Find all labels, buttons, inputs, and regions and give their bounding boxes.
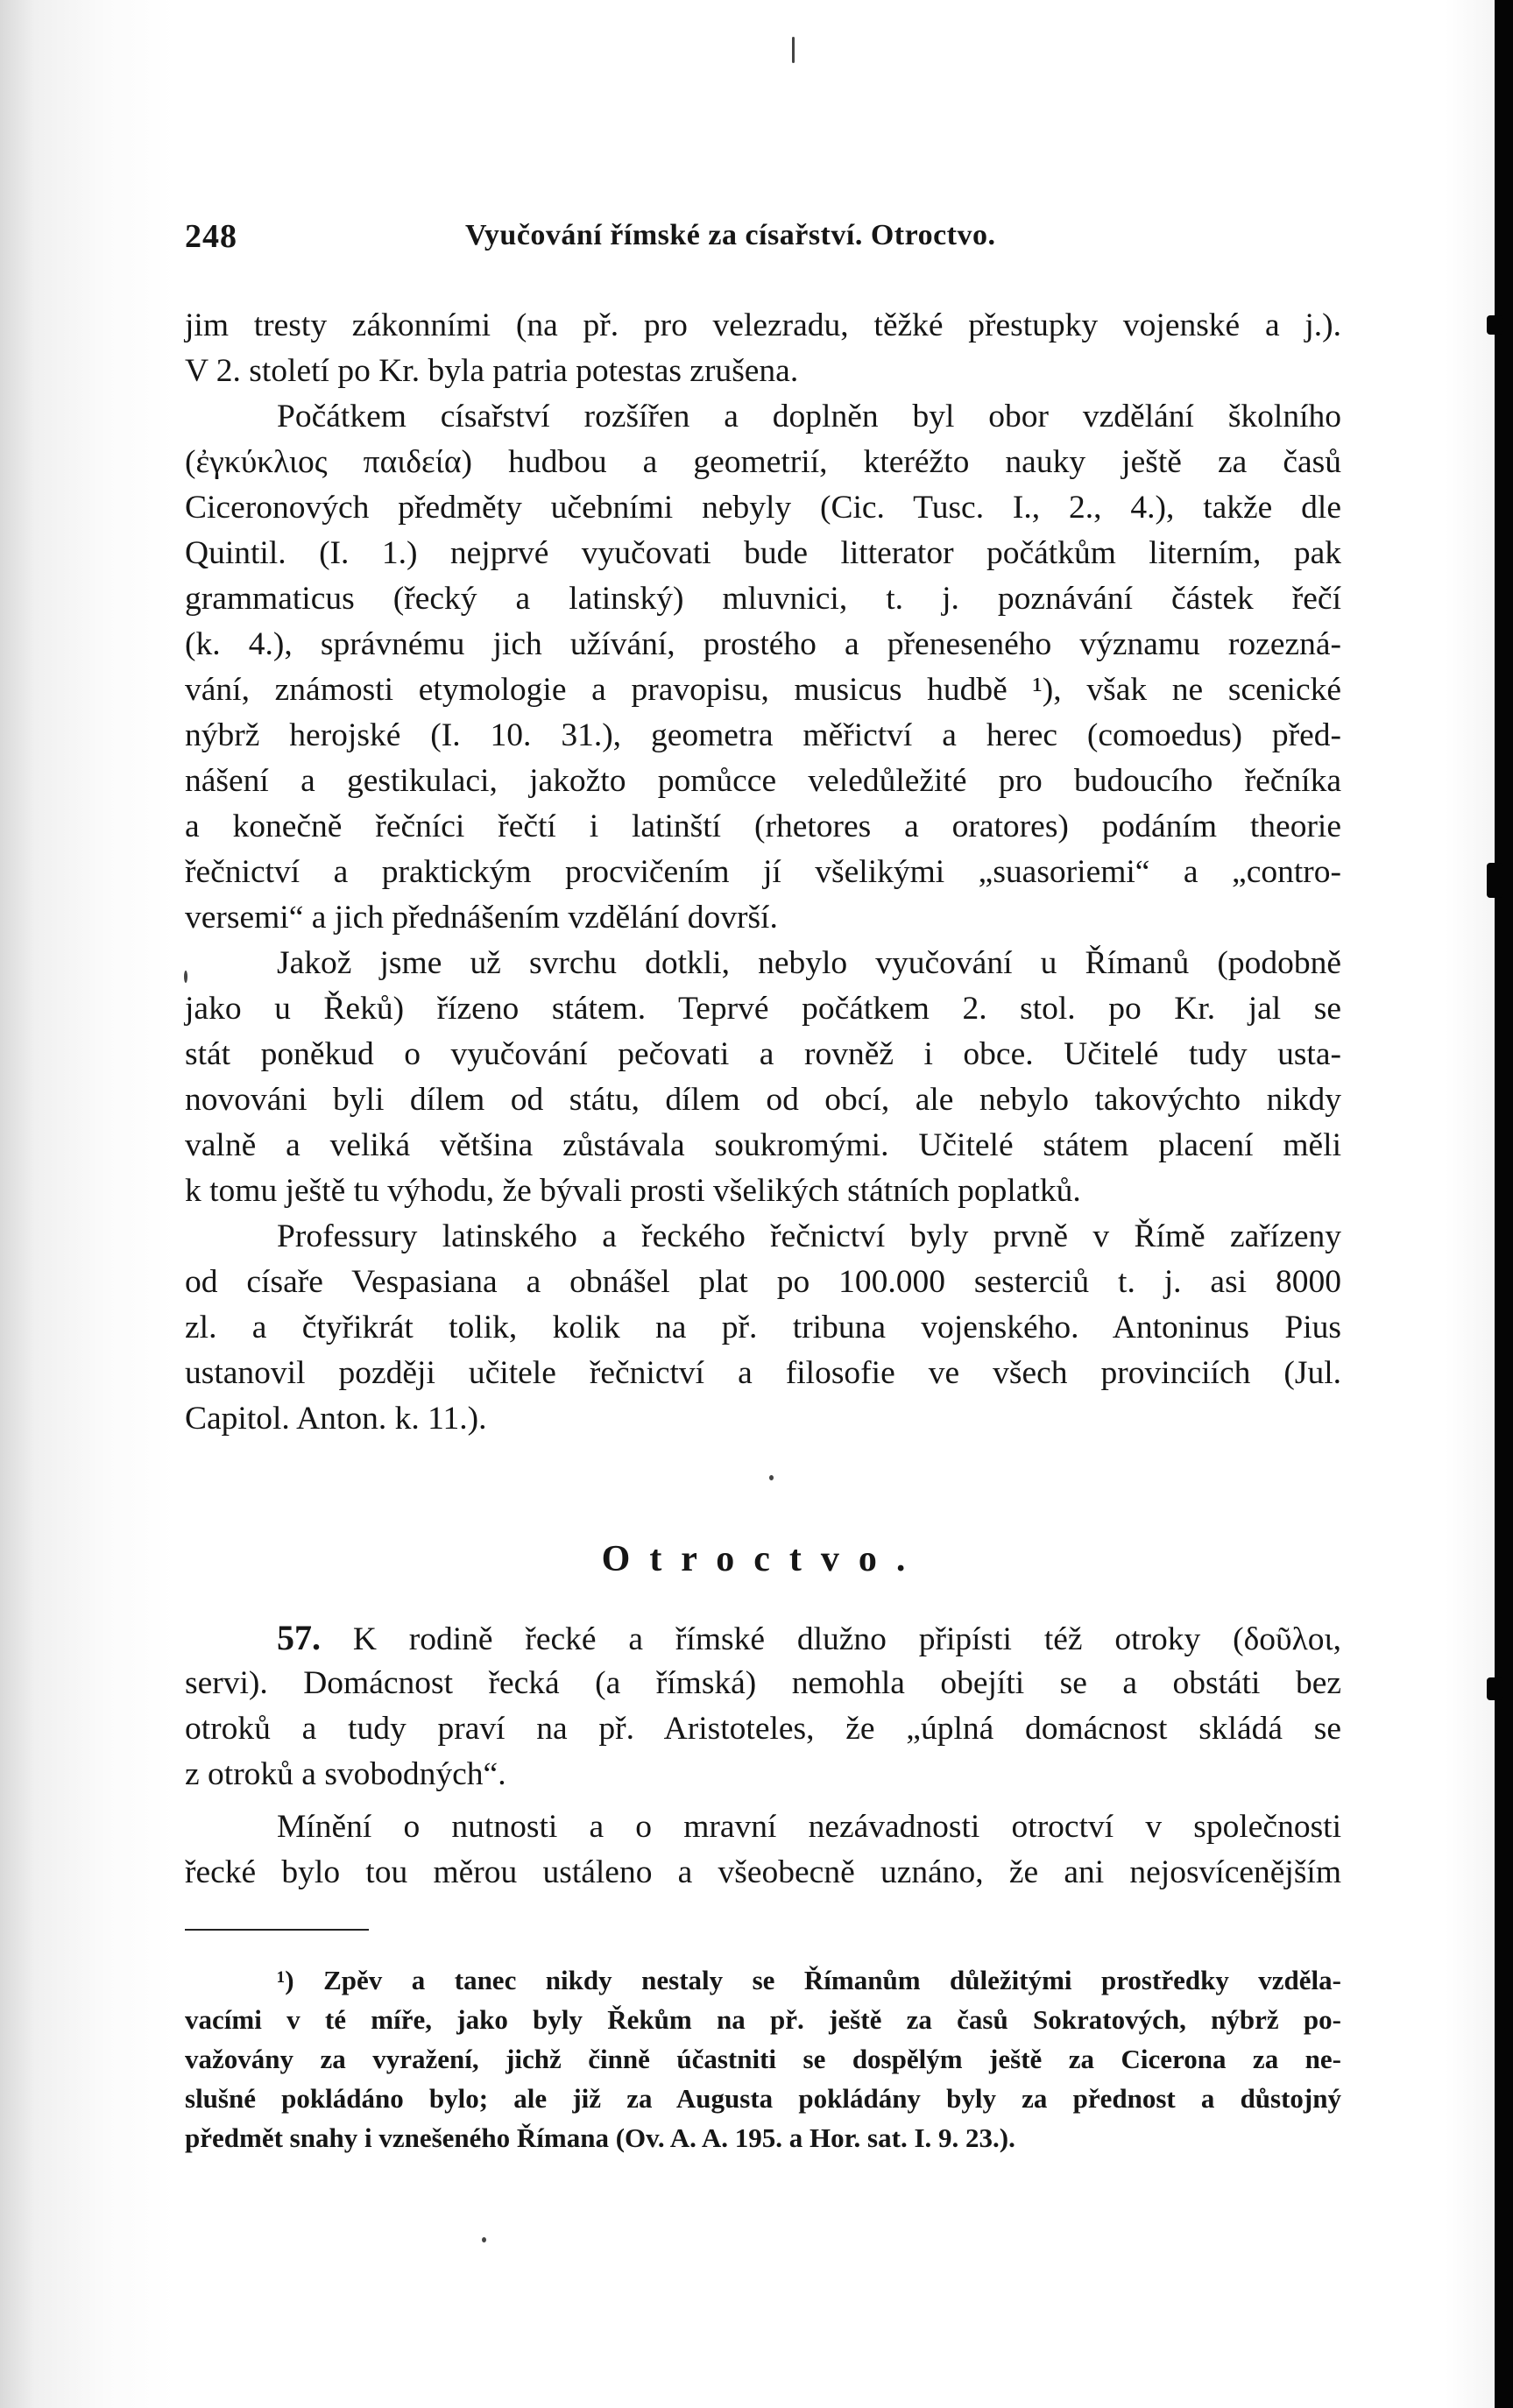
- scan-speck: [769, 1475, 774, 1480]
- footnote-line: važovány za vyražení, jichž činně účastniti se dospělým ještě za Cicerona za ne-: [185, 2044, 1341, 2074]
- page-number: 248: [185, 218, 237, 255]
- text-line: valně a veliká většina zůstávala soukromými. Učitelé státem placení měli: [185, 1127, 1341, 1163]
- text-line: servi). Domácnost řecká (a římská) nemohla obejíti se a obstáti bez: [185, 1665, 1341, 1701]
- text-line: nýbrž herojské (I. 10. 31.), geometra měřictví a herec (comoedus) před-: [185, 717, 1341, 753]
- text-line: versemi“ a jich přednášením vzdělání dovrší.: [185, 900, 778, 936]
- text-line: Mínění o nutnosti a o mravní nezávadnosti otroctví v společnosti: [277, 1809, 1341, 1845]
- edge-mark: [1487, 1677, 1502, 1700]
- text-line: vání, známosti etymologie a pravopisu, musicus hudbě ¹), však ne scenické: [185, 672, 1341, 708]
- text-line: nášení a gestikulaci, jakožto pomůcce veledůležité pro budoucího řečníka: [185, 763, 1341, 799]
- text-line: Professury latinského a řeckého řečnictví byly prvně v Římě zařízeny: [277, 1218, 1341, 1254]
- text-line: Počátkem císařství rozšířen a doplněn byl obor vzdělání školního: [277, 399, 1341, 434]
- section-number: 57.: [277, 1618, 321, 1657]
- text-line: řečnictví a praktickým procvičením jí všelikými „suasoriemi“ a „contro-: [185, 854, 1341, 890]
- section-heading: Otroctvo.: [601, 1539, 925, 1579]
- running-title: Vyučování římské za císařství. Otroctvo.: [465, 219, 996, 251]
- text-line: ustanovil později učitele řečnictví a filosofie ve všech provinciích (Jul.: [185, 1355, 1341, 1391]
- footnote-rule: [185, 1929, 369, 1931]
- text-line: K rodině řecké a římské dlužno připísti též otroky (δοῦλοι,: [352, 1621, 1341, 1657]
- scan-speck: [792, 37, 795, 63]
- running-head: [185, 217, 1341, 266]
- text-line: řecké bylo tou měrou ustáleno a všeobecně uznáno, že ani nejosvícenějším: [185, 1854, 1341, 1890]
- text-line: jako u Řeků) řízeno státem. Teprvé počátkem 2. stol. po Kr. jal se: [185, 991, 1341, 1027]
- text-line: stát poněkud o vyučování pečovati a rovněž i obce. Učitelé tudy usta-: [185, 1036, 1341, 1072]
- text-line: Jakož jsme už svrchu dotkli, nebylo vyučování u Římanů (podobně: [277, 945, 1341, 981]
- text-line: V 2. století po Kr. byla patria potestas zrušena.: [185, 353, 799, 389]
- scan-speck: [482, 2237, 486, 2242]
- section-first-line: [185, 1615, 1341, 1663]
- book-spine-edge: [1495, 0, 1513, 2408]
- text-line: Capitol. Anton. k. 11.).: [185, 1401, 487, 1437]
- text-line: novováni byli dílem od státu, dílem od obcí, ale nebylo takovýchto nikdy: [185, 1082, 1341, 1118]
- text-line: zl. a čtyřikrát tolik, kolik na př. tribuna vojenského. Antoninus Pius: [185, 1310, 1341, 1345]
- footnote-line: předmět snahy i vznešeného Římana (Ov. A. A. 195. a Hor. sat. I. 9. 23.).: [185, 2122, 1015, 2153]
- text-line: (ἐγκύκλιος παιδεία) hudbou a geometrií, kteréžto nauky ještě za časů: [185, 444, 1341, 480]
- footnote-line: vacími v té míře, jako byly Řekům na př. ještě za časů Sokratových, nýbrž po-: [185, 2004, 1341, 2035]
- edge-mark: [1487, 315, 1502, 335]
- text-line: Quintil. (I. 1.) nejprvé vyučovati bude litterator počátkům literním, pak: [185, 535, 1341, 571]
- edge-mark: [1487, 863, 1502, 898]
- text-line: grammaticus (řecký a latinský) mluvnici, t. j. poznávání částek řečí: [185, 581, 1341, 617]
- text-line: z otroků a svobodných“.: [185, 1756, 506, 1792]
- text-line: a konečně řečníci řečtí i latinští (rhetores a oratores) podáním theorie: [185, 809, 1341, 844]
- text-line: jim tresty zákonními (na př. pro velezradu, těžké přestupky vojenské a j.).: [185, 307, 1341, 343]
- footnote-line: slušné pokládáno bylo; ale již za Augusta pokládány byly za přednost a důstojný: [185, 2083, 1341, 2114]
- footnote-line: ¹) Zpěv a tanec nikdy nestaly se Římanům důležitými prostředky vzděla-: [277, 1965, 1341, 1995]
- text-line: Ciceronových předměty učebními nebyly (Cic. Tusc. I., 2., 4.), takže dle: [185, 490, 1341, 526]
- text-line: od císaře Vespasiana a obnášel plat po 100.000 sesterciů t. j. asi 8000: [185, 1264, 1341, 1300]
- text-line: k tomu ještě tu výhodu, že bývali prosti všelikých státních poplatků.: [185, 1173, 1081, 1209]
- text-line: otroků a tudy praví na př. Aristoteles, že „úplná domácnost skládá se: [185, 1711, 1341, 1747]
- text-line: (k. 4.), správnému jich užívání, prostého a přeneseného významu rozezná-: [185, 626, 1341, 662]
